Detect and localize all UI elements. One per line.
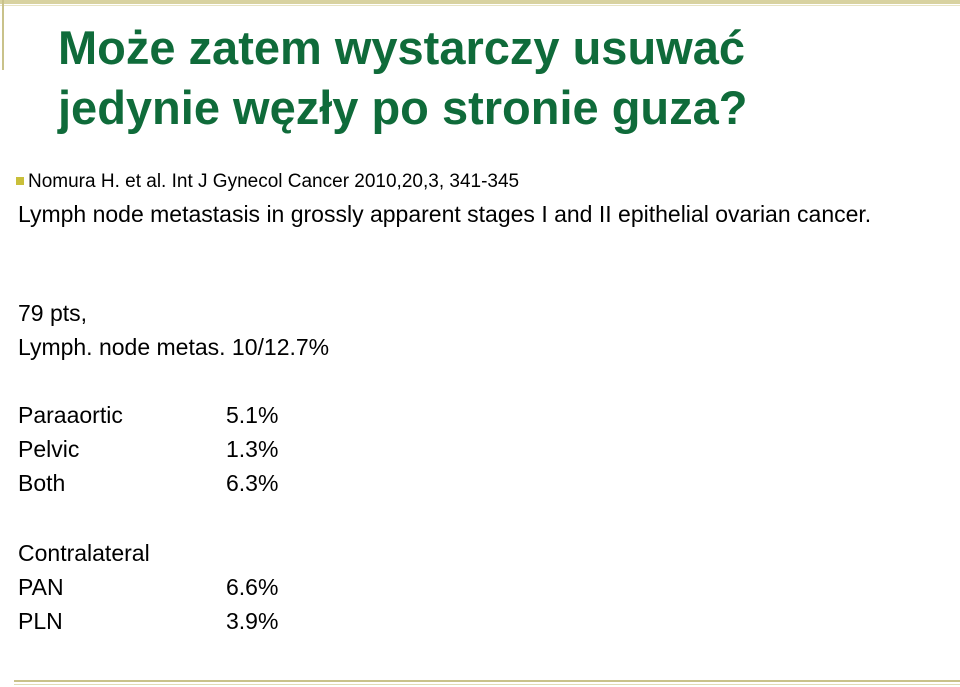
site-row-both <box>18 466 278 500</box>
citation-line <box>16 170 519 194</box>
top-border-rule-inner <box>0 5 960 6</box>
patient-count: 79 pts, <box>18 300 88 326</box>
bottom-border-rule-inner <box>14 684 960 685</box>
citation-text: Nomura H. et al. Int J Gynecol Cancer 2010,20,3, 341-345 <box>28 171 520 192</box>
study-description: Lymph node metastasis in grossly apparent stages I and II epithelial ovarian cancer. <box>18 201 872 227</box>
contralateral-value: 3.9% <box>226 608 279 634</box>
bullet-square-icon <box>16 177 24 185</box>
slide-title-line-1: Może zatem wystarczy usuwać <box>58 21 745 74</box>
node-metastasis-rate: Lymph. node metas. 10/12.7% <box>18 334 330 360</box>
contralateral-row-pan <box>18 570 278 604</box>
site-value: 5.1% <box>226 402 279 428</box>
contralateral-value: 6.6% <box>226 574 279 600</box>
site-row-paraaortic <box>18 398 278 432</box>
slide-title <box>58 18 938 138</box>
contralateral-heading: Contralateral <box>18 540 150 566</box>
site-label: Both <box>18 470 66 496</box>
contralateral-label: PLN <box>18 608 63 634</box>
contralateral-label: PAN <box>18 574 64 600</box>
site-value: 1.3% <box>226 436 279 462</box>
site-value: 6.3% <box>226 470 279 496</box>
contralateral-row-pln <box>18 604 278 638</box>
site-label: Paraaortic <box>18 402 123 428</box>
site-row-pelvic <box>18 432 278 466</box>
bottom-border-rule <box>14 680 960 682</box>
left-border-rule <box>2 0 4 70</box>
site-label: Pelvic <box>18 436 80 462</box>
top-border-rule <box>0 0 960 4</box>
slide-title-line-2: jedynie węzły po stronie guza? <box>58 81 748 134</box>
